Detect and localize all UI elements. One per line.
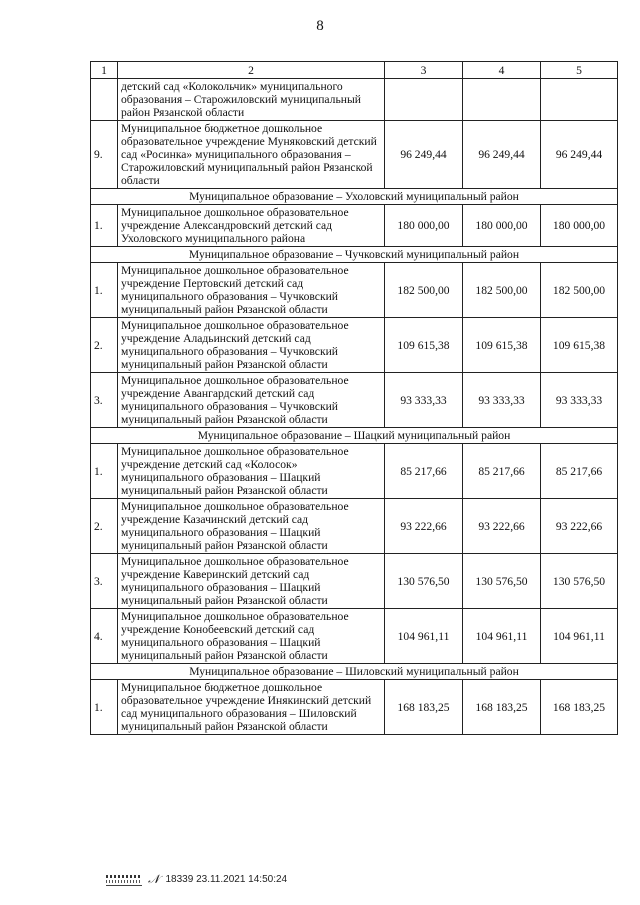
value-col-3: 96 249,44 bbox=[385, 121, 463, 189]
row-number: 2. bbox=[91, 318, 118, 373]
row-number bbox=[91, 79, 118, 121]
value-col-5: 104 961,11 bbox=[541, 609, 618, 664]
value-col-5: 182 500,00 bbox=[541, 263, 618, 318]
row-number: 1. bbox=[91, 680, 118, 735]
row-number: 2. bbox=[91, 499, 118, 554]
value-col-5: 93 333,33 bbox=[541, 373, 618, 428]
section-row bbox=[91, 428, 618, 444]
section-title: Муниципальное образование – Чучковский муниципальный район bbox=[91, 247, 618, 263]
value-col-5: 168 183,25 bbox=[541, 680, 618, 735]
value-col-5 bbox=[541, 79, 618, 121]
row-number: 3. bbox=[91, 554, 118, 609]
signature-mark: 𝒩 bbox=[148, 872, 160, 886]
institution-name: Муниципальное дошкольное образовательное учреждение Аладьинский детский сад муниципального образования – Чучковский муниципальный район Рязанской области bbox=[118, 318, 385, 373]
section-title: Муниципальное образование – Шацкий муниципальный район bbox=[91, 428, 618, 444]
header-row bbox=[91, 62, 618, 79]
value-col-5: 180 000,00 bbox=[541, 205, 618, 247]
section-row bbox=[91, 189, 618, 205]
funding-table bbox=[90, 61, 618, 735]
header-cell-1: 1 bbox=[91, 62, 118, 79]
value-col-3: 168 183,25 bbox=[385, 680, 463, 735]
institution-name: Муниципальное дошкольное образовательное учреждение Александровский детский сад Ухоловского муниципального района bbox=[118, 205, 385, 247]
row-number: 4. bbox=[91, 609, 118, 664]
value-col-3: 130 576,50 bbox=[385, 554, 463, 609]
table-row bbox=[91, 318, 618, 373]
table-row bbox=[91, 444, 618, 499]
value-col-5: 96 249,44 bbox=[541, 121, 618, 189]
row-number: 1. bbox=[91, 263, 118, 318]
table-row bbox=[91, 554, 618, 609]
value-col-3: 93 222,66 bbox=[385, 499, 463, 554]
institution-name: Муниципальное бюджетное дошкольное образовательное учреждение Инякинский детский сад муниципального образования – Шиловский муниципальный район Рязанской области bbox=[118, 680, 385, 735]
institution-name: Муниципальное бюджетное дошкольное образовательное учреждение Муняковский детский сад «Росинка» муниципального образования – Старожиловский муниципальный район Рязанской области bbox=[118, 121, 385, 189]
value-col-5: 93 222,66 bbox=[541, 499, 618, 554]
barcode-stamp-icon bbox=[106, 873, 142, 886]
table-row bbox=[91, 499, 618, 554]
value-col-4: 182 500,00 bbox=[463, 263, 541, 318]
section-row bbox=[91, 247, 618, 263]
institution-name: Муниципальное дошкольное образовательное учреждение Каверинский детский сад муниципального образования – Шацкий муниципальный район Рязанской области bbox=[118, 554, 385, 609]
value-col-4: 168 183,25 bbox=[463, 680, 541, 735]
value-col-3: 93 333,33 bbox=[385, 373, 463, 428]
table-row bbox=[91, 205, 618, 247]
value-col-4: 85 217,66 bbox=[463, 444, 541, 499]
institution-name: Муниципальное дошкольное образовательное учреждение Казачинский детский сад муниципального образования – Шацкий муниципальный район Рязанской области bbox=[118, 499, 385, 554]
value-col-5: 109 615,38 bbox=[541, 318, 618, 373]
value-col-5: 130 576,50 bbox=[541, 554, 618, 609]
value-col-4: 180 000,00 bbox=[463, 205, 541, 247]
section-title: Муниципальное образование – Шиловский муниципальный район bbox=[91, 664, 618, 680]
header-cell-2: 2 bbox=[118, 62, 385, 79]
table-row bbox=[91, 79, 618, 121]
page-number: 8 bbox=[316, 18, 324, 34]
value-col-3: 180 000,00 bbox=[385, 205, 463, 247]
institution-name: Муниципальное дошкольное образовательное учреждение Авангардский детский сад муниципального образования – Чучковский муниципальный район Рязанской области bbox=[118, 373, 385, 428]
value-col-5: 85 217,66 bbox=[541, 444, 618, 499]
institution-name: Муниципальное дошкольное образовательное учреждение детский сад «Колосок» муниципального образования – Шацкий муниципальный район Рязанской области bbox=[118, 444, 385, 499]
value-col-3: 109 615,38 bbox=[385, 318, 463, 373]
table-row bbox=[91, 680, 618, 735]
value-col-4: 104 961,11 bbox=[463, 609, 541, 664]
row-number: 3. bbox=[91, 373, 118, 428]
header-cell-4: 4 bbox=[463, 62, 541, 79]
header-cell-5: 5 bbox=[541, 62, 618, 79]
table-row bbox=[91, 373, 618, 428]
section-title: Муниципальное образование – Ухоловский муниципальный район bbox=[91, 189, 618, 205]
table-row bbox=[91, 263, 618, 318]
value-col-3: 104 961,11 bbox=[385, 609, 463, 664]
value-col-3 bbox=[385, 79, 463, 121]
value-col-3: 182 500,00 bbox=[385, 263, 463, 318]
value-col-4: 109 615,38 bbox=[463, 318, 541, 373]
table-body bbox=[91, 62, 618, 735]
value-col-4 bbox=[463, 79, 541, 121]
institution-name: детский сад «Колокольчик» муниципального образования – Старожиловский муниципальный район Рязанской области bbox=[118, 79, 385, 121]
header-cell-3: 3 bbox=[385, 62, 463, 79]
value-col-4: 93 222,66 bbox=[463, 499, 541, 554]
value-col-4: 130 576,50 bbox=[463, 554, 541, 609]
row-number: 1. bbox=[91, 444, 118, 499]
value-col-3: 85 217,66 bbox=[385, 444, 463, 499]
table-row bbox=[91, 121, 618, 189]
row-number: 1. bbox=[91, 205, 118, 247]
document-footer bbox=[106, 872, 287, 887]
table-row bbox=[91, 609, 618, 664]
value-col-4: 96 249,44 bbox=[463, 121, 541, 189]
institution-name: Муниципальное дошкольное образовательное учреждение Конобеевский детский сад муниципального образования – Шацкий муниципальный район Рязанской области bbox=[118, 609, 385, 664]
row-number: 9. bbox=[91, 121, 118, 189]
institution-name: Муниципальное дошкольное образовательное учреждение Пертовский детский сад муниципального образования – Чучковский муниципальный район Рязанской области bbox=[118, 263, 385, 318]
document-reference: 18339 23.11.2021 14:50:24 bbox=[165, 874, 288, 885]
value-col-4: 93 333,33 bbox=[463, 373, 541, 428]
section-row bbox=[91, 664, 618, 680]
